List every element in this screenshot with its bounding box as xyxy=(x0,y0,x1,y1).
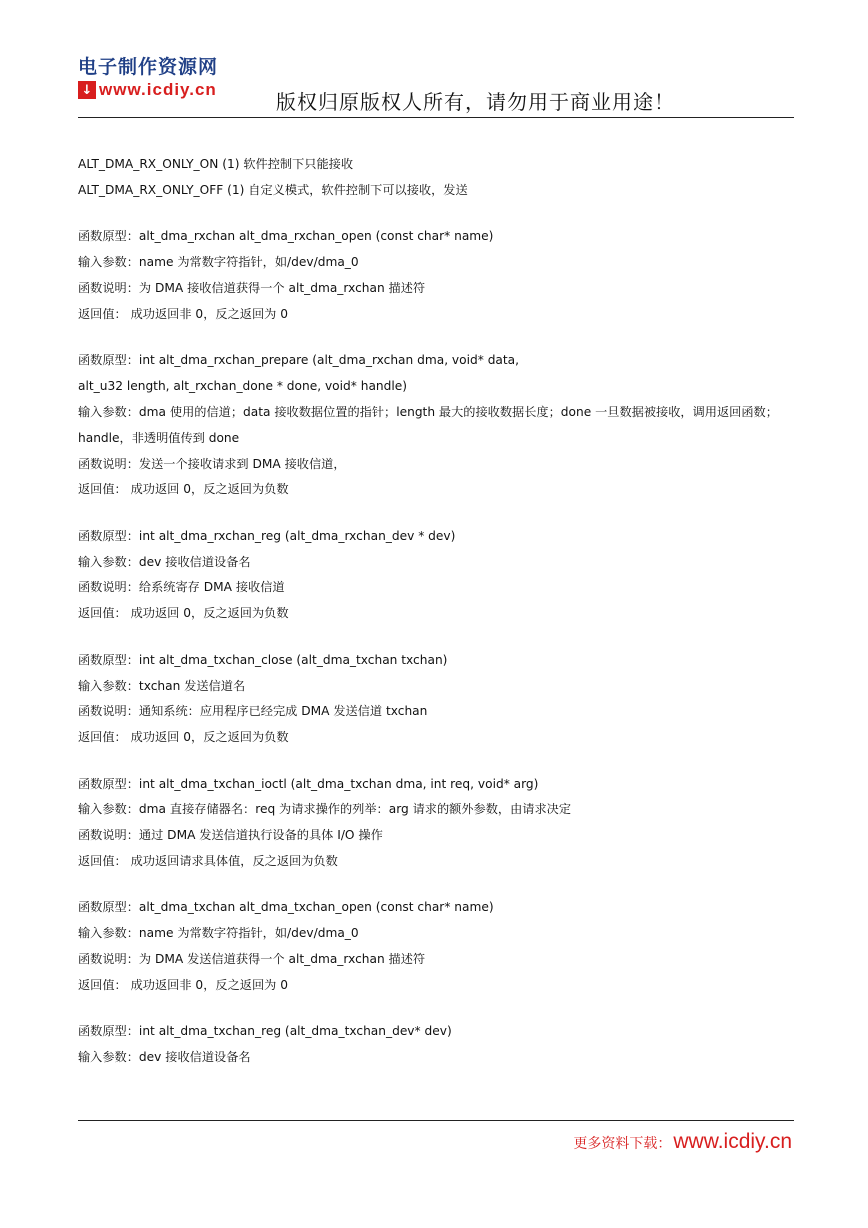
text-line: 返回值： 成功返回非 0，反之返回为 0 xyxy=(78,306,288,321)
footer-divider xyxy=(78,1120,794,1121)
text-line: 输入参数：dma 使用的信道；data 接收数据位置的指针；length 最大的接收数据长度；done 一旦数据被接收，调用返回函数； xyxy=(78,404,778,419)
logo-url-text: www.icdiy.cn xyxy=(99,80,217,99)
text-line: 函数原型：alt_dma_txchan alt_dma_txchan_open (const char* name) xyxy=(78,900,494,915)
footer-link[interactable]: www.icdiy.cn xyxy=(673,1130,792,1153)
text-line: 输入参数：name 为常数字符指针，如/dev/dma_0 xyxy=(78,926,359,941)
site-logo-url xyxy=(78,79,217,101)
text-line: 函数说明：发送一个接收请求到 DMA 接收信道， xyxy=(78,456,346,471)
text-line: 函数原型：alt_dma_rxchan alt_dma_rxchan_open (const char* name) xyxy=(78,229,494,244)
text-line: 输入参数：txchan 发送信道名 xyxy=(78,678,246,693)
text-line: 返回值： 成功返回请求具体值，反之返回为负数 xyxy=(78,854,338,869)
down-arrow-icon: ↓ xyxy=(78,81,96,99)
text-line: 函数原型：int alt_dma_rxchan_reg (alt_dma_rxchan_dev * dev) xyxy=(78,528,456,543)
text-line: 输入参数：dev 接收信道设备名 xyxy=(78,554,251,569)
text-line: 函数原型：int alt_dma_rxchan_prepare (alt_dma_rxchan dma, void* data, xyxy=(78,353,520,368)
header-divider xyxy=(78,117,794,118)
text-line: 函数说明：给系统寄存 DMA 接收信道 xyxy=(78,580,285,595)
text-line: 输入参数：dev 接收信道设备名 xyxy=(78,1050,251,1065)
copyright-notice: 版权归原版权人所有，请勿用于商业用途！ xyxy=(276,90,675,114)
text-line: ALT_DMA_RX_ONLY_ON (1) 软件控制下只能接收 xyxy=(78,157,354,171)
text-line: 函数说明：通知系统：应用程序已经完成 DMA 发送信道 txchan xyxy=(78,704,428,719)
text-line: 函数原型：int alt_dma_txchan_reg (alt_dma_txchan_dev* dev) xyxy=(78,1024,452,1039)
text-line: 返回值： 成功返回 0，反之返回为负数 xyxy=(78,606,289,621)
site-logo-title: 电子制作资源网 xyxy=(78,56,219,78)
text-line: 函数说明：为 DMA 发送信道获得一个 alt_dma_rxchan 描述符 xyxy=(78,952,426,967)
text-line: 输入参数：name 为常数字符指针，如/dev/dma_0 xyxy=(78,255,359,270)
text-line: handle，非透明值传到 done xyxy=(78,430,240,445)
text-line: ALT_DMA_RX_ONLY_OFF (1) 自定义模式，软件控制下可以接收，发送 xyxy=(78,182,468,197)
footer-label: 更多资料下载： xyxy=(573,1136,672,1152)
text-line: alt_u32 length, alt_rxchan_done * done, void* handle) xyxy=(78,378,408,393)
page-footer xyxy=(573,1130,792,1154)
text-line: 函数原型：int alt_dma_txchan_ioctl (alt_dma_txchan dma, int req, void* arg) xyxy=(78,776,539,791)
text-line: 函数原型：int alt_dma_txchan_close (alt_dma_txchan txchan) xyxy=(78,652,448,667)
page-header xyxy=(78,52,794,118)
text-line: 返回值： 成功返回 0，反之返回为负数 xyxy=(78,730,289,745)
text-line: 函数说明：为 DMA 接收信道获得一个 alt_dma_rxchan 描述符 xyxy=(78,280,426,295)
text-line: 输入参数：dma 直接存储器名：req 为请求操作的列举：arg 请求的额外参数，由请求决定 xyxy=(78,802,572,817)
text-line: 返回值： 成功返回非 0，反之返回为 0 xyxy=(78,978,288,992)
text-line: 返回值： 成功返回 0，反之返回为负数 xyxy=(78,482,289,497)
text-line: 函数说明：通过 DMA 发送信道执行设备的具体 I/O 操作 xyxy=(78,828,383,843)
